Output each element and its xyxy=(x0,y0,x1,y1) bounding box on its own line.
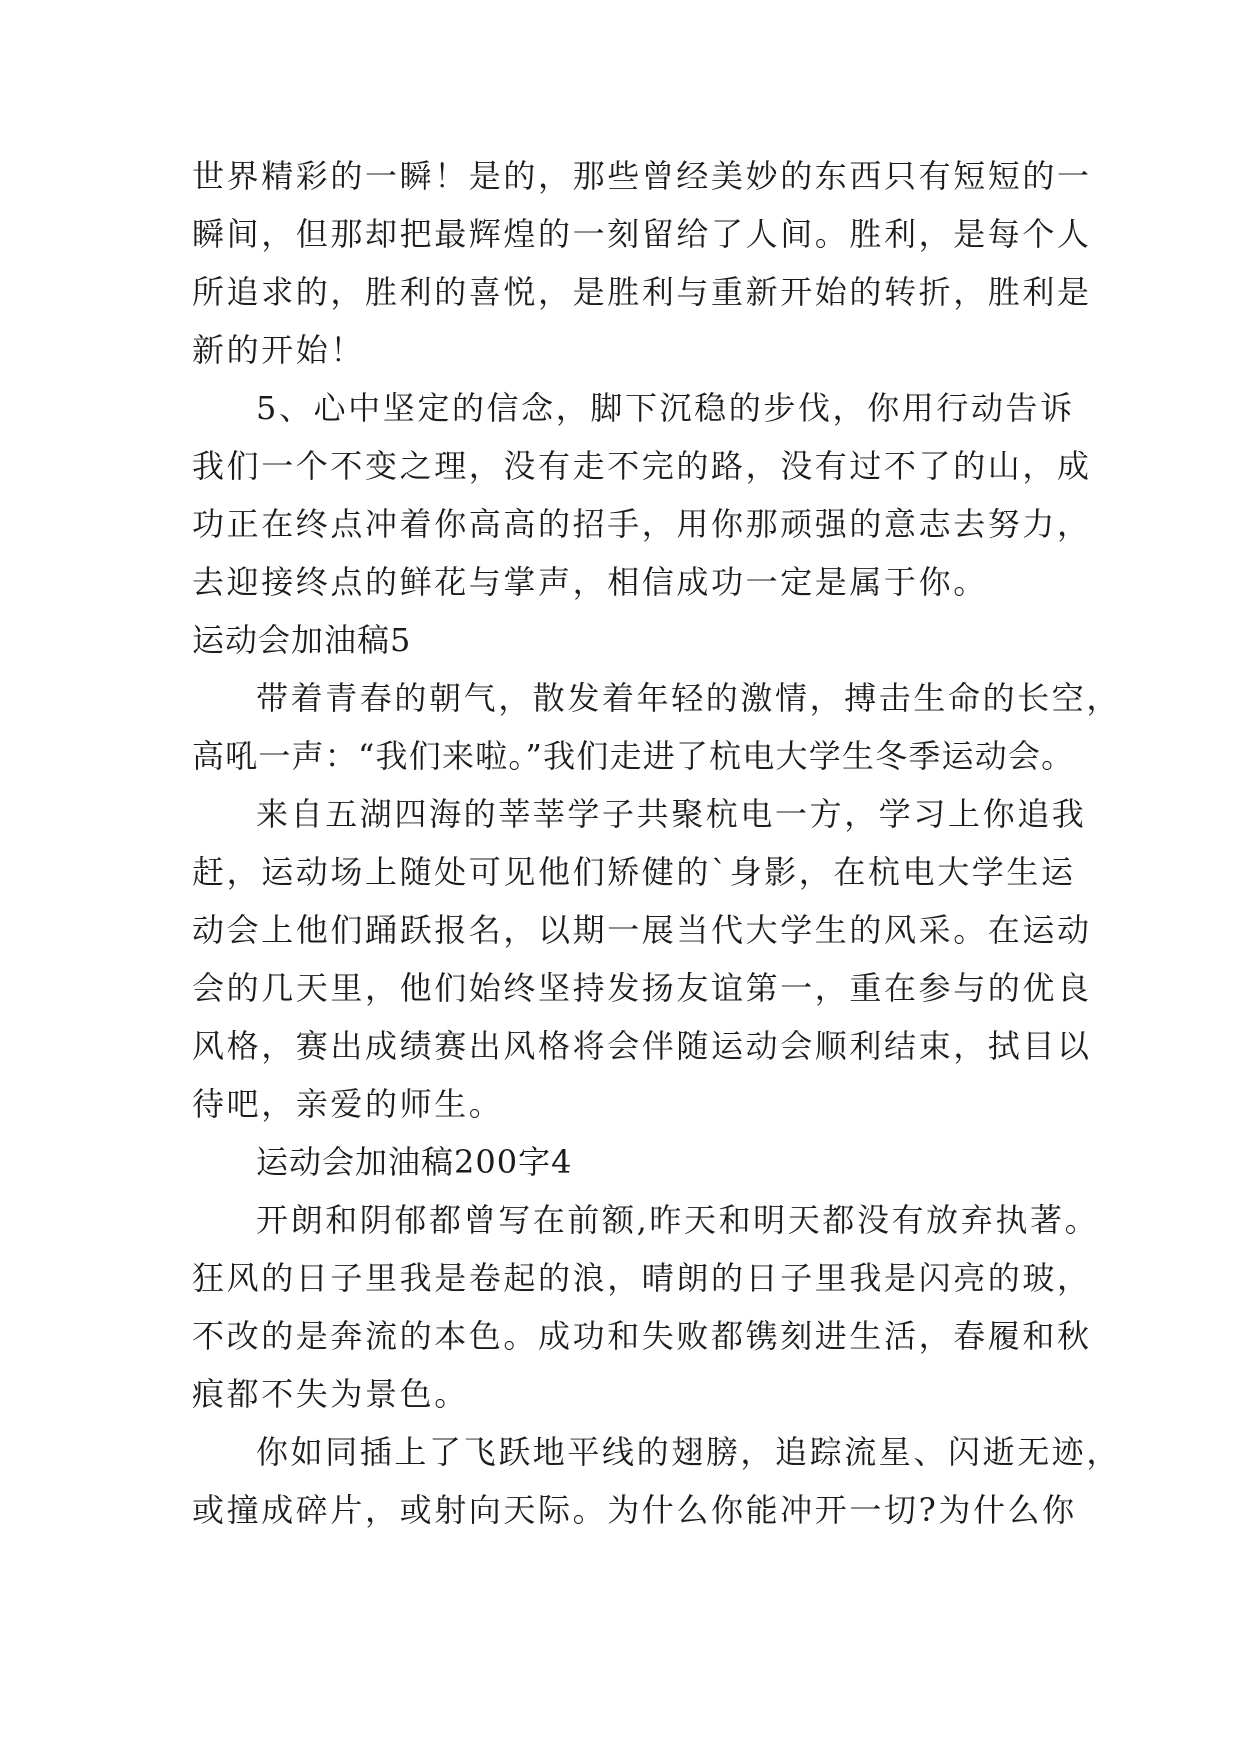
text-line: 瞬间，但那却把最辉煌的一刻留给了人间。胜利，是每个人 xyxy=(192,215,1092,253)
text-line: 风格，赛出成绩赛出风格将会伴随运动会顺利结束，拭目以 xyxy=(192,1027,1092,1065)
paragraph-start-line: 来自五湖四海的莘莘学子共聚杭电一方，学习上你追我 xyxy=(256,795,1087,833)
paragraph-start-line: 你如同插上了飞跃地平线的翅膀，追踪流星、闪逝无迹， xyxy=(256,1433,1122,1471)
text-line: 不改的是奔流的本色。成功和失败都镌刻进生活，春履和秋 xyxy=(192,1317,1092,1355)
text-line: 所追求的，胜利的喜悦，是胜利与重新开始的转折，胜利是 xyxy=(192,273,1092,311)
text-line: 赶，运动场上随处可见他们矫健的`身影，在杭电大学生运 xyxy=(192,853,1076,891)
text-line: 新的开始！ xyxy=(192,331,366,369)
paragraph-start-line: 带着青春的朝气，散发着年轻的激情，搏击生命的长空， xyxy=(256,679,1122,717)
paragraph-start-line: 开朗和阴郁都曾写在前额,昨天和明天都没有放弃执著。 xyxy=(256,1201,1100,1239)
text-line: 我们一个不变之理，没有走不完的路，没有过不了的山，成 xyxy=(192,447,1092,485)
text-line: 痕都不失为景色。 xyxy=(192,1375,469,1413)
section-heading: 运动会加油稿5 xyxy=(192,621,412,659)
paragraph-start-line: 5、心中坚定的信念，脚下沉稳的步伐，你用行动告诉 xyxy=(256,389,1075,427)
text-line: 去迎接终点的鲜花与掌声，相信成功一定是属于你。 xyxy=(192,563,988,601)
text-line: 会的几天里，他们始终坚持发扬友谊第一，重在参与的优良 xyxy=(192,969,1092,1007)
section-heading: 运动会加油稿200字4 xyxy=(256,1143,573,1181)
text-line: 高吼一声：“我们来啦。”我们走进了杭电大学生冬季运动会。 xyxy=(192,737,1075,775)
text-line: 狂风的日子里我是卷起的浪，晴朗的日子里我是闪亮的玻， xyxy=(192,1259,1092,1297)
text-line: 或撞成碎片，或射向天际。为什么你能冲开一切?为什么你 xyxy=(192,1491,1077,1529)
text-line: 待吧，亲爱的师生。 xyxy=(192,1085,504,1123)
text-line: 动会上他们踊跃报名，以期一展当代大学生的风采。在运动 xyxy=(192,911,1092,949)
text-line: 功正在终点冲着你高高的招手，用你那顽强的意志去努力， xyxy=(192,505,1092,543)
text-line: 世界精彩的一瞬！是的，那些曾经美妙的东西只有短短的一 xyxy=(192,157,1092,195)
